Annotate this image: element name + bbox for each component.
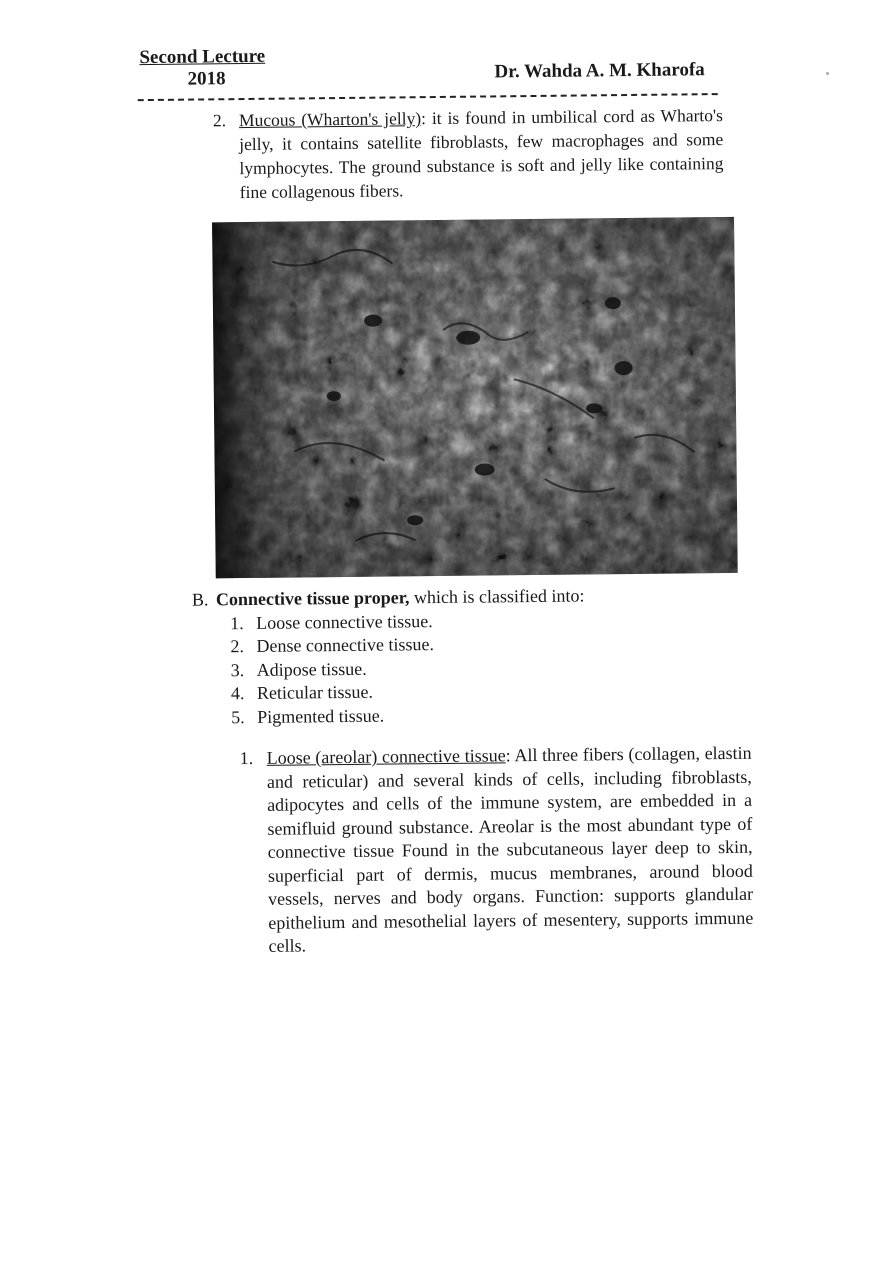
header-lecture-block <box>136 46 268 91</box>
loose-connective-item <box>240 742 754 959</box>
list-item-label: Loose connective tissue. <box>256 610 433 633</box>
loose-text: : All three fibers (collagen, elastin and reticular) and several kinds of cells, including fibroblasts, adipocytes and cells of the immune system, are embedded in a semifluid ground substance. Areolar is the most abundant type of connective tissue Found in the subcutaneous layer deep to skin, superficial part of dermis, mucus membranes, around blood vessels, nerves and body organs. Function: supports glandular epithelium and mesothelial layers of mesentery, supports immune cells. <box>266 742 754 956</box>
list-item-number: 5. <box>231 706 245 727</box>
mucous-item <box>213 103 724 204</box>
mucous-title: Mucous (Wharton's jelly) <box>238 108 422 131</box>
section-b-title: Connective tissue proper, <box>215 587 410 610</box>
list-item <box>231 700 753 729</box>
loose-paragraph <box>267 742 754 959</box>
list-item-number: 3. <box>230 659 245 680</box>
mucous-text: : it is found in umbilical cord as Wharto's jelly, it contains satellite fibroblasts, few macrophages and some lymphocytes. The ground substance is soft and jelly like containing fine collagenous fibers. <box>239 105 724 203</box>
mucous-paragraph <box>239 103 724 204</box>
tissue-type-list <box>230 606 753 729</box>
micrograph-svg <box>212 217 738 578</box>
header-divider <box>138 93 718 101</box>
list-item-label: Pigmented tissue. <box>257 705 385 727</box>
list-item-number: 4. <box>230 683 245 704</box>
list-item-label: Reticular tissue. <box>256 681 374 703</box>
section-b-intro: which is classified into: <box>409 585 585 608</box>
list-item-label: Adipose tissue. <box>256 658 367 680</box>
list-item-label: Dense connective tissue. <box>256 634 435 656</box>
loose-number: 1. <box>239 747 254 769</box>
scan-speck <box>826 72 829 75</box>
header-author: Dr. Wahda A. M. Kharofa <box>494 59 705 83</box>
loose-title: Loose (areolar) connective tissue <box>266 745 506 768</box>
list-item-number: 2. <box>230 636 245 657</box>
header-lecture: Second Lecture <box>139 45 266 69</box>
section-b-label: B. <box>191 589 209 610</box>
connective-tissue-proper-section <box>192 583 753 730</box>
header-year: 2018 <box>187 68 226 90</box>
list-item-number: 1. <box>230 612 244 633</box>
mucous-number: 2. <box>212 110 227 131</box>
micrograph-image <box>212 217 738 578</box>
